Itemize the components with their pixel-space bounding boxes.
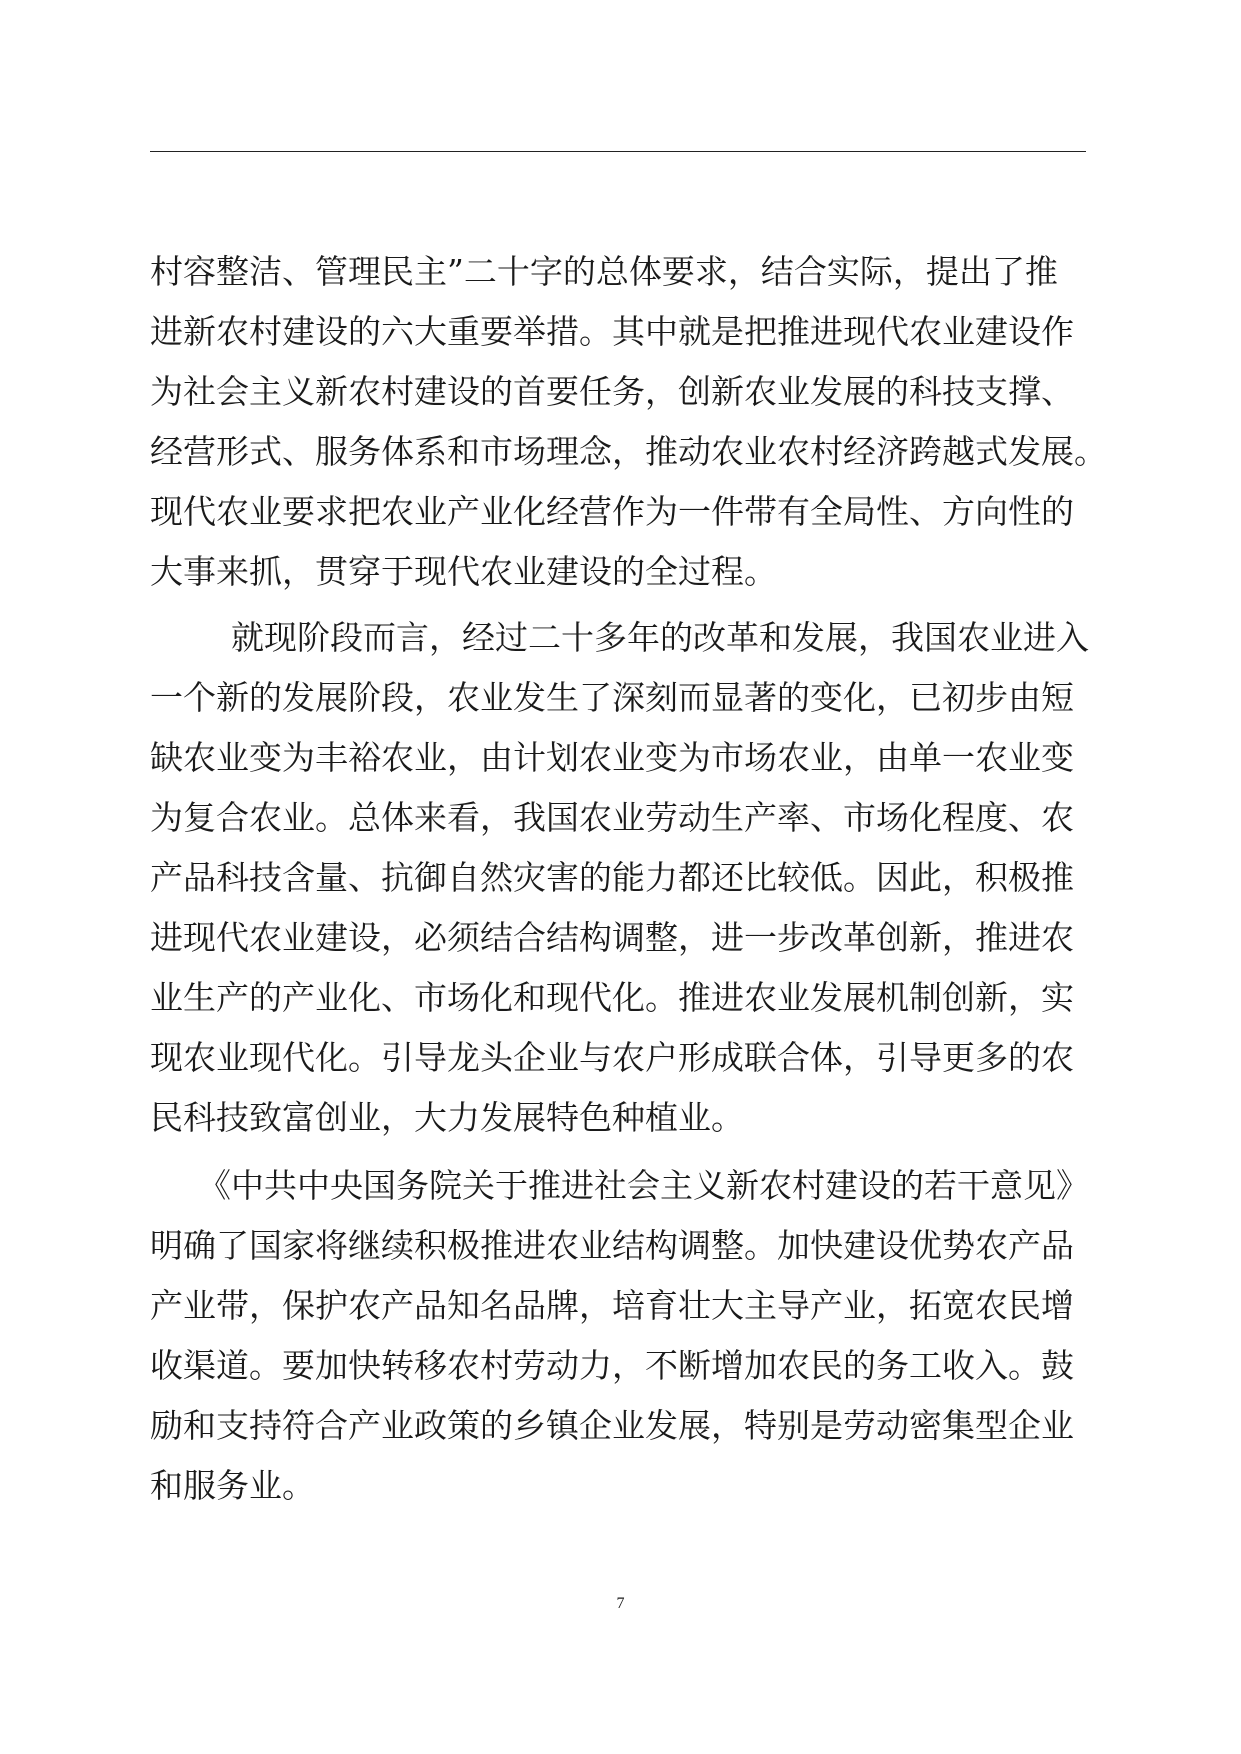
text-line: 励和支持符合产业政策的乡镇企业发展，特别是劳动密集型企业 bbox=[150, 1406, 1074, 1445]
text-line: 进新农村建设的六大重要举措。其中就是把推进现代农业建设作 bbox=[150, 312, 1074, 351]
page-number: 7 bbox=[616, 1595, 625, 1612]
text-line: 大事来抓，贯穿于现代农业建设的全过程。 bbox=[150, 552, 777, 591]
text-line: 村容整洁、管理民主”二十字的总体要求，结合实际，提出了推 bbox=[150, 252, 1058, 291]
text-line: 明确了国家将继续积极推进农业结构调整。加快建设优势农产品 bbox=[150, 1226, 1074, 1265]
text-line: 缺农业变为丰裕农业，由计划农业变为市场农业，由单一农业变 bbox=[150, 738, 1074, 777]
text-line: 业生产的产业化、市场化和现代化。推进农业发展机制创新，实 bbox=[150, 978, 1074, 1017]
header-rule bbox=[150, 151, 1086, 152]
text-line: 和服务业。 bbox=[150, 1466, 315, 1505]
text-line: 现代农业要求把农业产业化经营作为一件带有全局性、方向性的 bbox=[150, 492, 1074, 531]
text-line: 现农业现代化。引导龙头企业与农户形成联合体，引导更多的农 bbox=[150, 1038, 1074, 1077]
text-line: 就现阶段而言，经过二十多年的改革和发展，我国农业进入 bbox=[198, 618, 1089, 657]
text-line: 产品科技含量、抗御自然灾害的能力都还比较低。因此，积极推 bbox=[150, 858, 1074, 897]
text-line: 《中共中央国务院关于推进社会主义新农村建设的若干意见》 bbox=[198, 1166, 1089, 1205]
text-line: 为复合农业。总体来看，我国农业劳动生产率、市场化程度、农 bbox=[150, 798, 1074, 837]
text-line: 为社会主义新农村建设的首要任务，创新农业发展的科技支撑、 bbox=[150, 372, 1074, 411]
text-line: 产业带，保护农产品知名品牌，培育壮大主导产业，拓宽农民增 bbox=[150, 1286, 1074, 1325]
text-line: 民科技致富创业，大力发展特色种植业。 bbox=[150, 1098, 744, 1137]
text-line: 一个新的发展阶段，农业发生了深刻而显著的变化，已初步由短 bbox=[150, 678, 1074, 717]
text-line: 进现代农业建设，必须结合结构调整，进一步改革创新，推进农 bbox=[150, 918, 1074, 957]
text-line: 收渠道。要加快转移农村劳动力，不断增加农民的务工收入。鼓 bbox=[150, 1346, 1074, 1385]
text-line: 经营形式、服务体系和市场理念，推动农业农村经济跨越式发展。 bbox=[150, 432, 1107, 471]
